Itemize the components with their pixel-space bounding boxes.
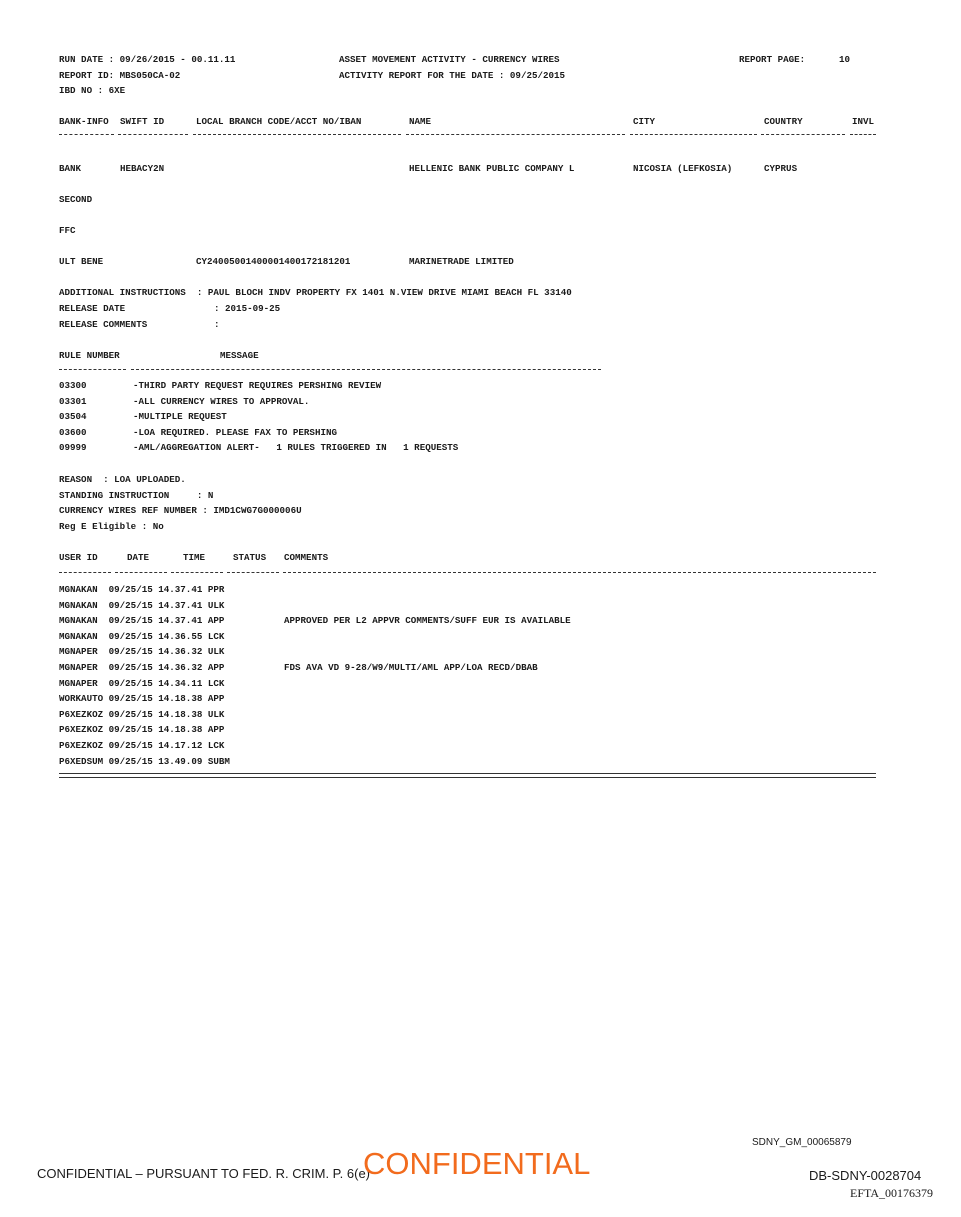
rule-message: -LOA REQUIRED. PLEASE FAX TO PERSHING — [133, 426, 337, 438]
bates-db-sdny: DB-SDNY-0028704 — [809, 1168, 922, 1183]
col-invl: INVL — [852, 116, 875, 127]
history-comment: FDS AVA VD 9-28/W9/MULTI/AML APP/LOA RECD/DBAB — [284, 662, 538, 673]
report-subtitle: ACTIVITY REPORT FOR THE DATE : 09/25/2015 — [339, 70, 566, 81]
report-title: ASSET MOVEMENT ACTIVITY - CURRENCY WIRES — [339, 54, 560, 65]
col-swift-id: SWIFT ID — [120, 116, 165, 127]
bates-sdny-gm: SDNY_GM_00065879 — [752, 1137, 852, 1148]
col-user-id: USER ID — [59, 552, 98, 563]
col-time: TIME — [183, 552, 206, 563]
col-status: STATUS — [233, 552, 267, 563]
release-comments-value: : — [214, 319, 220, 330]
history-row: P6XEZKOZ 09/25/15 14.17.12 LCK — [59, 740, 225, 751]
bank-name: HELLENIC BANK PUBLIC COMPANY L — [409, 163, 575, 174]
col-rule-number: RULE NUMBER — [59, 350, 120, 361]
history-row: MGNAPER 09/25/15 14.36.32 ULK — [59, 646, 225, 658]
col-message: MESSAGE — [220, 350, 259, 361]
col-local-branch: LOCAL BRANCH CODE/ACCT NO/IBAN — [196, 116, 362, 127]
confidential-stamp: CONFIDENTIAL — [363, 1146, 591, 1181]
release-date-value: : 2015-09-25 — [214, 303, 281, 314]
col-country: COUNTRY — [764, 116, 803, 127]
run-date: RUN DATE : 09/26/2015 - 00.11.11 — [59, 54, 236, 65]
report-page-label: REPORT PAGE: — [739, 54, 806, 65]
history-row: MGNAPER 09/25/15 14.36.32 APP — [59, 662, 225, 673]
release-comments-label: RELEASE COMMENTS — [59, 319, 148, 330]
history-row: P6XEZKOZ 09/25/15 14.18.38 ULK — [59, 708, 225, 720]
standing-instruction: STANDING INSTRUCTION : N — [59, 490, 214, 501]
rule-message: -AML/AGGREGATION ALERT- 1 RULES TRIGGERED IN 1 REQUESTS — [133, 442, 459, 454]
additional-instructions: ADDITIONAL INSTRUCTIONS : PAUL BLOCH INDV PROPERTY FX 1401 N.VIEW DRIVE MIAMI BEACH FL 33140 — [59, 287, 572, 298]
bank-swift: HEBACY2N — [120, 163, 165, 174]
second-label: SECOND — [59, 194, 93, 205]
rule-number: 03301 — [59, 395, 87, 407]
rule-number: 09999 — [59, 442, 87, 454]
rule-number: 03300 — [59, 380, 87, 391]
reg-e-eligible: Reg E Eligible : No — [59, 521, 164, 532]
ult-bene-name: MARINETRADE LIMITED — [409, 256, 514, 267]
col-bank-info: BANK-INFO — [59, 116, 109, 127]
history-row: MGNAKAN 09/25/15 14.37.41 APP — [59, 615, 225, 627]
history-row: MGNAKAN 09/25/15 14.37.41 PPR — [59, 584, 225, 595]
col-name: NAME — [409, 116, 432, 127]
ffc-label: FFC — [59, 225, 76, 236]
rule-number: 03600 — [59, 426, 87, 438]
history-row: P6XEDSUM 09/25/15 13.49.09 SUBM — [59, 755, 230, 767]
history-row: MGNAKAN 09/25/15 14.37.41 ULK — [59, 599, 225, 611]
col-city: CITY — [633, 116, 656, 127]
report-id: REPORT ID: MBS050CA-02 — [59, 70, 181, 81]
report-page-number: 10 — [839, 54, 851, 65]
bank-country: CYPRUS — [764, 163, 798, 174]
col-comments: COMMENTS — [284, 552, 329, 563]
history-row: MGNAKAN 09/25/15 14.36.55 LCK — [59, 630, 225, 642]
rule-message: -ALL CURRENCY WIRES TO APPROVAL. — [133, 395, 310, 407]
efta-number: EFTA_00176379 — [850, 1186, 934, 1200]
history-row: MGNAPER 09/25/15 14.34.11 LCK — [59, 677, 225, 689]
history-row: P6XEZKOZ 09/25/15 14.18.38 APP — [59, 724, 225, 736]
bank-city: NICOSIA (LEFKOSIA) — [633, 163, 733, 174]
ibd-number: IBD NO : 6XE — [59, 85, 126, 96]
ult-bene-account: CY24005001400001400172181201 — [196, 256, 351, 267]
ult-bene-label: ULT BENE — [59, 256, 104, 267]
reason: REASON : LOA UPLOADED. — [59, 474, 186, 485]
currency-wires-ref: CURRENCY WIRES REF NUMBER : IMD1CWG7G000006U — [59, 505, 302, 516]
bank-type: BANK — [59, 163, 82, 174]
release-date-label: RELEASE DATE — [59, 303, 126, 314]
confidential-notice: CONFIDENTIAL – PURSUANT TO FED. R. CRIM. P. 6(e) — [37, 1166, 371, 1181]
rule-message: -MULTIPLE REQUEST — [133, 411, 227, 423]
history-comment: APPROVED PER L2 APPVR COMMENTS/SUFF EUR IS AVAILABLE — [284, 615, 571, 627]
history-row: WORKAUTO 09/25/15 14.18.38 APP — [59, 693, 225, 705]
rule-number: 03504 — [59, 411, 87, 423]
report-end-rule — [59, 773, 876, 778]
rule-message: -THIRD PARTY REQUEST REQUIRES PERSHING REVIEW — [133, 380, 382, 391]
col-date: DATE — [127, 552, 150, 563]
